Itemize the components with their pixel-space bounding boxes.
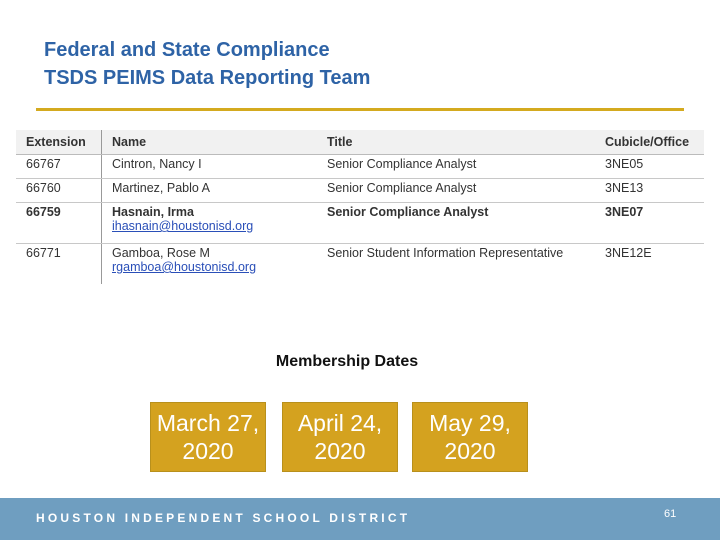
date-box-may: May 29, 2020	[412, 402, 528, 472]
office-cell: 3NE07	[595, 203, 704, 244]
date-box-april: April 24, 2020	[282, 402, 398, 472]
table-row	[16, 155, 704, 179]
district-name: HOUSTON INDEPENDENT SCHOOL DISTRICT	[36, 511, 411, 525]
date-box-march: March 27, 2020	[150, 402, 266, 472]
extension-cell: 66767	[16, 155, 102, 179]
email-link[interactable]: rgamboa@houstonisd.org	[112, 260, 257, 274]
office-cell: 3NE13	[595, 179, 704, 203]
office-cell: 3NE05	[595, 155, 704, 179]
column-header-name: Name	[102, 130, 318, 155]
title-cell: Senior Student Information Representative	[327, 246, 564, 260]
name-text: Hasnain, Irma	[112, 205, 194, 219]
membership-dates-label: Membership Dates	[275, 353, 419, 370]
email-link[interactable]: ihasnain@houstonisd.org	[112, 219, 254, 233]
column-header-title: Title	[317, 130, 595, 155]
table-row	[16, 244, 704, 285]
column-header-extension: Extension	[16, 130, 102, 155]
table-header-row	[16, 130, 704, 155]
name-cell	[102, 244, 318, 285]
title-line-1: Federal and State Compliance	[44, 39, 330, 61]
name-text: Gamboa, Rose M	[112, 246, 210, 260]
title-cell: Senior Compliance Analyst	[317, 179, 595, 203]
column-header-office: Cubicle/Office	[595, 130, 704, 155]
title-cell: Senior Compliance Analyst	[317, 155, 595, 179]
slide-title	[44, 36, 370, 92]
table-row	[16, 203, 704, 244]
table-row	[16, 179, 704, 203]
title-cell: Senior Compliance Analyst	[317, 203, 595, 244]
name-cell: Cintron, Nancy I	[102, 155, 318, 179]
office-cell: 3NE12E	[605, 246, 652, 260]
title-divider	[36, 108, 684, 111]
extension-cell: 66771	[16, 244, 102, 285]
extension-cell: 66759	[16, 203, 102, 244]
name-cell: Martinez, Pablo A	[102, 179, 318, 203]
title-line-2: TSDS PEIMS Data Reporting Team	[44, 67, 371, 89]
extension-cell: 66760	[16, 179, 102, 203]
name-cell	[102, 203, 318, 244]
staff-table	[16, 130, 704, 277]
page-number: 61	[664, 508, 677, 520]
